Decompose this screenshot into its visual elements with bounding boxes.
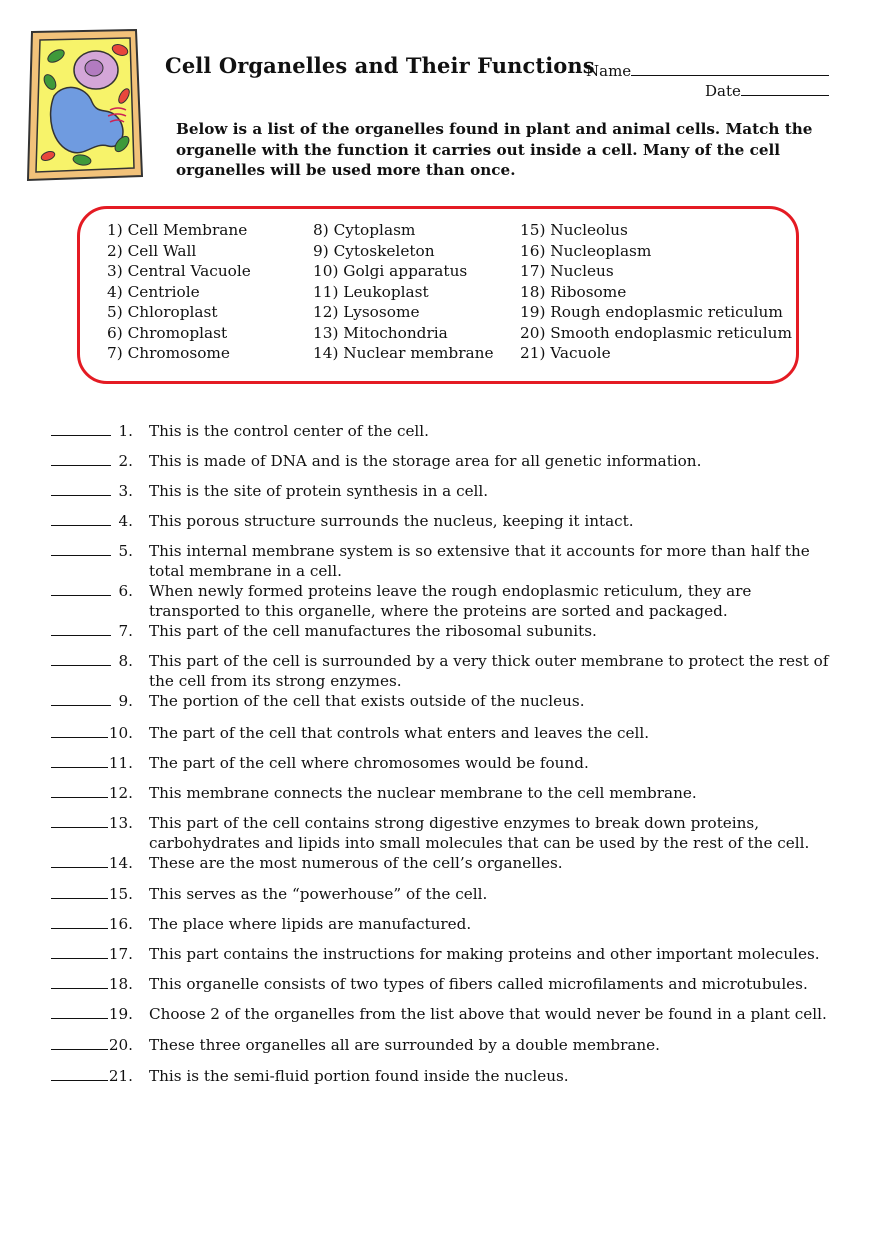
question-text: The place where lipids are manufactured. — [149, 915, 472, 933]
question-text: This is made of DNA and is the storage area for all genetic information. — [149, 452, 702, 470]
date-label: Date — [705, 82, 741, 100]
word-bank-item: 14) Nuclear membrane — [313, 344, 494, 362]
question-text: When newly formed proteins leave the rough endoplasmic reticulum, they are transported to this organelle, where the proteins are sorted and packaged. — [149, 582, 752, 621]
question-number: 1. — [118, 422, 133, 440]
question-text: This is the site of protein synthesis in a cell. — [149, 482, 489, 500]
word-bank-item: 8) Cytoplasm — [313, 221, 416, 239]
word-bank-item: 20) Smooth endoplasmic reticulum — [520, 323, 793, 342]
question-text: This part of the cell is surrounded by a very thick outer membrane to protect the rest of the cell from its strong enzymes. — [149, 652, 829, 691]
question-number: 6. — [118, 582, 133, 600]
question-number: 3. — [118, 482, 133, 500]
question-text: This is the semi-fluid portion found inside the nucleus. — [149, 1067, 569, 1085]
word-bank-item: 3) Central Vacuole — [107, 262, 251, 280]
word-bank-item: 1) Cell Membrane — [107, 221, 248, 239]
word-bank-item: 13) Mitochondria — [313, 323, 448, 342]
instructions: Below is a list of the organelles found in plant and animal cells. Match the organelle with the function it carries out inside a cell. Many of the cell organelles will be used more than once. — [176, 120, 813, 179]
word-bank-item: 6) Chromoplast — [107, 323, 228, 342]
question-text: This is the control center of the cell. — [149, 422, 429, 440]
question-text: These are the most numerous of the cell’s organelles. — [149, 854, 563, 872]
name-label: Name — [586, 62, 632, 80]
word-bank-item: 18) Ribosome — [520, 282, 627, 301]
question-number: 12. — [108, 784, 133, 802]
date-field[interactable] — [705, 80, 829, 100]
name-blank[interactable] — [631, 60, 829, 76]
question-number: 8. — [118, 652, 133, 670]
question-number: 16. — [108, 915, 133, 933]
question-number: 10. — [108, 724, 133, 742]
question-number: 20. — [108, 1036, 133, 1054]
word-bank-item: 4) Centriole — [107, 282, 200, 301]
date-blank[interactable] — [741, 80, 829, 96]
word-bank-item: 2) Cell Wall — [107, 241, 197, 260]
word-bank-column — [313, 220, 494, 364]
question-text: The portion of the cell that exists outside of the nucleus. — [149, 692, 585, 710]
question-text: Choose 2 of the organelles from the list above that would never be found in a plant cell. — [149, 1005, 827, 1023]
word-bank-item: 19) Rough endoplasmic reticulum — [520, 303, 783, 321]
question-number: 14. — [108, 854, 133, 872]
plant-cell-icon — [24, 26, 146, 184]
word-bank-item: 21) Vacuole — [520, 344, 611, 362]
question-text: The part of the cell that controls what enters and leaves the cell. — [149, 724, 650, 742]
question-text: This porous structure surrounds the nucleus, keeping it intact. — [149, 512, 634, 530]
question-number: 7. — [118, 622, 133, 640]
question-text: This internal membrane system is so extensive that it accounts for more than half the total membrane in a cell. — [149, 542, 810, 581]
question-text: This organelle consists of two types of fibers called microfilaments and microtubules. — [149, 975, 808, 993]
question-number: 11. — [108, 754, 133, 772]
name-field[interactable] — [586, 60, 829, 80]
question-number: 4. — [118, 512, 133, 530]
word-bank-item: 7) Chromosome — [107, 344, 230, 362]
question-number: 21. — [108, 1067, 133, 1085]
question-number: 17. — [108, 945, 133, 963]
page-title: Cell Organelles and Their Functions — [165, 53, 595, 78]
question-number: 9. — [118, 692, 133, 710]
question-number: 13. — [108, 814, 133, 832]
word-bank-item: 5) Chloroplast — [107, 303, 218, 321]
word-bank-item: 11) Leukoplast — [313, 282, 429, 301]
question-number: 2. — [118, 452, 133, 470]
word-bank-item: 15) Nucleolus — [520, 221, 628, 239]
word-bank-item: 17) Nucleus — [520, 262, 614, 280]
question-number: 19. — [108, 1005, 133, 1023]
word-bank-column — [107, 220, 251, 364]
word-bank — [77, 206, 799, 384]
question-text: This part of the cell manufactures the ribosomal subunits. — [149, 622, 597, 640]
word-bank-item: 10) Golgi apparatus — [313, 262, 468, 280]
question-number: 5. — [118, 542, 133, 560]
word-bank-item: 9) Cytoskeleton — [313, 241, 435, 260]
question-text: This membrane connects the nuclear membrane to the cell membrane. — [149, 784, 697, 802]
question-text: These three organelles all are surrounded by a double membrane. — [149, 1036, 660, 1054]
question-text: This part of the cell contains strong digestive enzymes to break down proteins, carbohydrates and lipids into small molecules that can be used by the rest of the cell. — [149, 814, 810, 853]
question-text: The part of the cell where chromosomes would be found. — [149, 754, 589, 772]
question-number: 15. — [108, 885, 133, 903]
word-bank-item: 12) Lysosome — [313, 303, 420, 321]
question-text: This serves as the “powerhouse” of the cell. — [149, 885, 488, 903]
word-bank-column — [520, 220, 792, 364]
word-bank-item: 16) Nucleoplasm — [520, 241, 652, 260]
question-number: 18. — [108, 975, 133, 993]
question-text: This part contains the instructions for making proteins and other important molecules. — [149, 945, 820, 963]
